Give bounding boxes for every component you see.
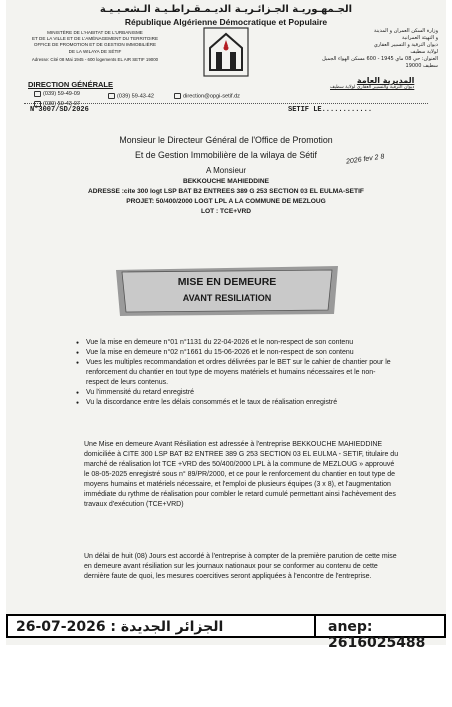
- wilaya-arabic-line: لولاية سطيف: [410, 49, 438, 55]
- header-french-title: République Algérienne Démocratique et Populaire: [124, 17, 328, 27]
- phone-number-2: (039) 59-43-07: [43, 101, 81, 107]
- email-icon: [174, 93, 181, 99]
- contractor-address: ADRESSE :cite 300 logt LSP BAT B2 ENTREES 389 G 253 SECTION 03 EL EULMA-SETIF: [88, 188, 364, 195]
- list-item: ● Vue la mise en demeure n°02 n°1661 du 15-06-2026 et le non-respect de son contenu: [76, 348, 396, 358]
- place-date: SETIF LE............: [288, 106, 373, 114]
- phone-icon: [34, 91, 41, 97]
- reference-number: N°3007/SD/2026: [30, 106, 89, 114]
- ministry-arabic-line-2: و التهيئة العمرانية: [402, 35, 438, 41]
- office-line: OFFICE DE PROMOTION ET DE GESTION IMMOBILIÈRE: [33, 42, 157, 48]
- email-block: [174, 93, 240, 99]
- direction-arabic-label: [330, 76, 414, 90]
- body-paragraph-2: Un délai de huit (08) Jours est accordé à l'entreprise à compter de la première parution de cette mise en demeure avant résiliation sur les journaux nationaux pour se conformer au contenu de cette dernière faute de quoi, les mesures coercitives seront appliquées à l'encontre de l'entreprise.: [84, 553, 397, 580]
- banner-subtitle: AVANT RESILIATION: [182, 293, 272, 303]
- addressee-line-1: Monsieur le Directeur Général de l'Office de Promotion: [119, 135, 333, 145]
- ministry-line-2: ET DE LA VILLE ET DE L'AMÉNAGEMENT DU TERRITOIRE: [31, 36, 159, 42]
- header-arabic-title: الجـمهـوريـة الجـزائـريـة الديـمـقـراطـيـة الـشعـبـيـة: [99, 4, 353, 15]
- fax-machine-icon: [108, 93, 115, 99]
- email-address: direction@opgi-setif.dz: [183, 93, 240, 100]
- city-arabic-line: سطيف 19000: [405, 63, 438, 69]
- fax-block: [108, 93, 154, 99]
- newspaper-footer: [6, 614, 446, 651]
- footer-divider: [314, 616, 316, 636]
- anep-number: anep: 2616025488: [328, 619, 426, 651]
- addressee-line-2: Et de Gestion Immobilière de la wilaya de Sétif: [135, 150, 317, 160]
- office-arabic-line: ديوان الترقية و التسيير العقاري: [373, 42, 438, 48]
- banner-shape: [112, 264, 342, 318]
- office-address: Adresse: Cité 08 Mai 1945 - 600 logements EL AIR SETIF 19000: [31, 56, 159, 62]
- address-arabic-line: العنوان: حي 08 ماي 1945 - 600 مسكن الهواء الجميل: [322, 56, 438, 62]
- banner-title: MISE EN DEMEURE: [177, 276, 277, 288]
- addressee-line-3: A Monsieur: [205, 166, 247, 175]
- handwritten-date: 2026 fev 2 8: [345, 153, 385, 166]
- separator-line: [24, 103, 428, 104]
- contractor-name: BEKKOUCHE MAHIEDDINE: [182, 178, 270, 185]
- opgi-logo: [202, 26, 250, 78]
- project-line: PROJET: 50/400/2000 LOGT LPL A LA COMMUNE DE MEZLOUG: [126, 198, 326, 205]
- ministry-line: MINISTÈRE DE L'HABITAT DE L'URBANISME: [47, 30, 143, 35]
- right-letterhead: [280, 28, 438, 70]
- lot-line: LOT : TCE+VRD: [200, 208, 251, 215]
- ministry-arabic-line: وزارة السكن العمران و المدينة: [373, 28, 438, 34]
- left-letterhead: [10, 30, 180, 63]
- body-paragraph-1: Une Mise en demeure Avant Résiliation est adressée à l'entreprise BEKKOUCHE MAHIEDDINE domiciliée à CITE 300 LSP BAT B2 ENTREE 389 G 253 SECTION 03 EL EULMA - SETIF, titulaire du marché de réalisation lot TCE +VRD des 50/400/2000 LPL à la commune de MEZLOUG » approuvé le 08-05-2025 enregistré sous n° 89/PR/2000, et ce pour le renforcement du chantier en tout type de moyens humains et matériels nécessaire, et l'emploi de plusieurs équipes (3 x 8), et l'augmentation immédiate du rythme de réalisation pour combler le retard cumulé permettant ainsi l'achèvement des travaux d'exécution (TCE+VRD): [84, 441, 399, 508]
- wilaya-line: DE LA WILAYA DE SÉTIF: [68, 48, 122, 54]
- direction-arabic-subtitle: ديوان الترقية والتسيير العقاري لولاية سطيف: [330, 85, 415, 90]
- considerations-list: [76, 338, 396, 408]
- newspaper-date: الجزائر الجديدة : 2026-07-26: [16, 619, 224, 635]
- list-item: ● Vue la mise en demeure n°01 n°1131 du 22-04-2026 et le non-respect de son contenu: [76, 338, 396, 348]
- list-item: ● Vu la discordance entre les délais consommés et le taux de réalisation enregistré: [76, 398, 396, 408]
- direction-arabic-title: المديرية العامة: [356, 76, 415, 85]
- phone-number-1: (039) 59-49-09: [43, 91, 81, 97]
- list-item: ● Vues les multiples recommandation et ordres délivrées par le BET sur le cahier de chantier pour le renforcement du chantier en tout type de moyens matériels et humains nécessaires et le non-respect de leurs contenus.: [76, 358, 396, 388]
- direction-generale-label: DIRECTION GÉNÉRALE: [28, 80, 114, 89]
- list-item: ● Vu l'immensité du retard enregistré: [76, 388, 396, 398]
- phone-number-3: (039) 59-43-42: [117, 93, 155, 100]
